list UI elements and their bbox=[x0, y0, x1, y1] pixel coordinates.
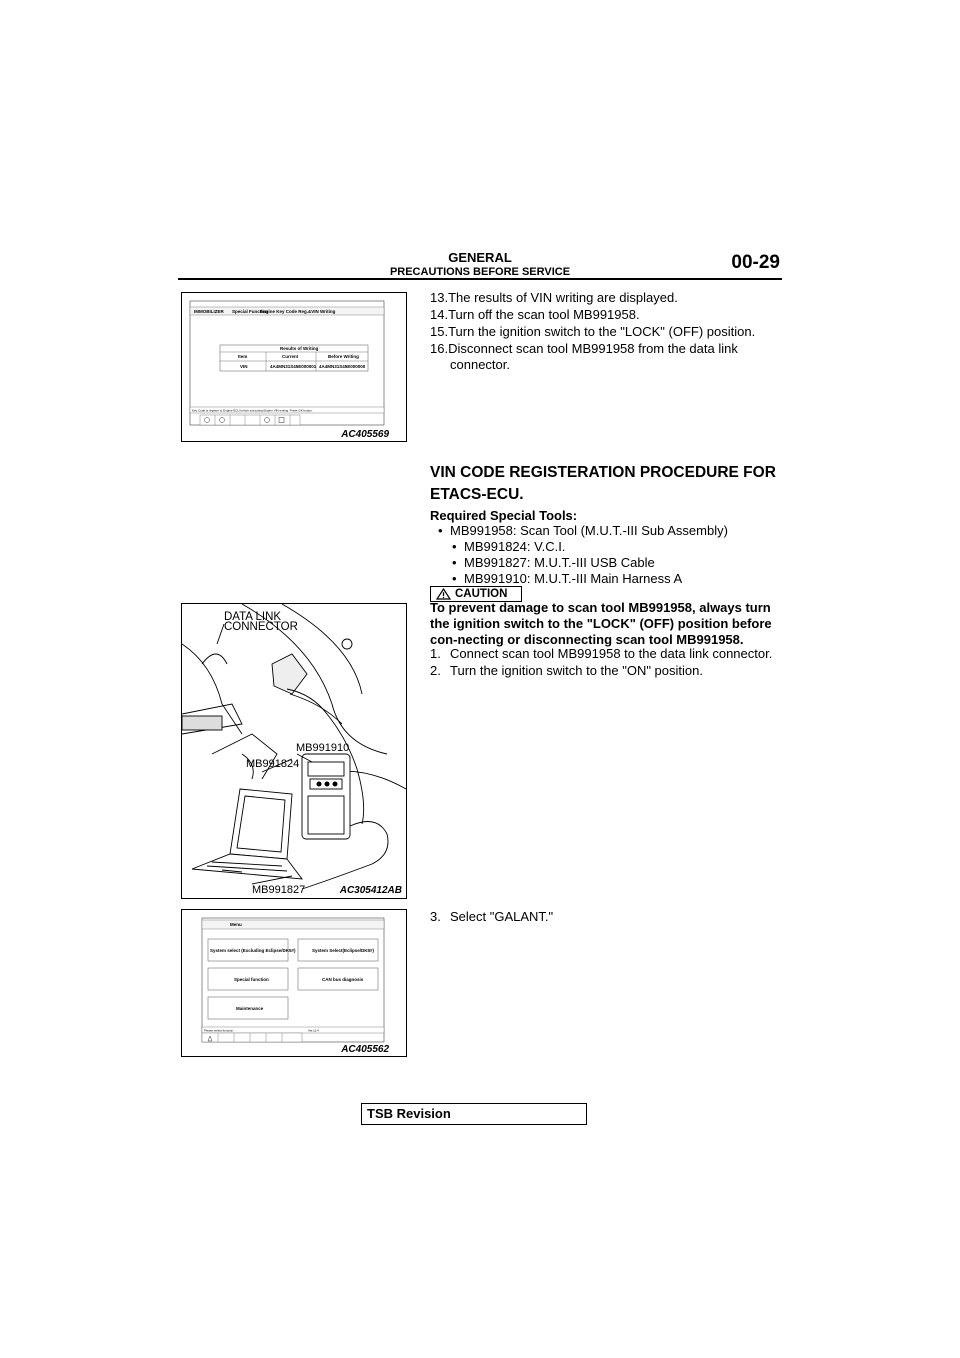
label-mb991827: MB991827 bbox=[252, 884, 306, 896]
tool-sub-1: • MB991824: V.C.I. bbox=[452, 539, 565, 555]
step-2: 2. Turn the ignition switch to the "ON" position. bbox=[430, 663, 703, 678]
tool-main: • MB991958: Scan Tool (M.U.T.-III Sub Assembly) bbox=[438, 523, 728, 539]
section-subtitle: PRECAUTIONS BEFORE SERVICE bbox=[389, 266, 571, 278]
menu-status: Please select function bbox=[204, 1028, 234, 1033]
col-item: Item bbox=[238, 354, 248, 359]
figure-code: AC405569 bbox=[341, 429, 389, 440]
menu-button-5-label: Maintenance bbox=[236, 1006, 264, 1011]
label-dlc-2: CONNECTOR bbox=[224, 621, 298, 633]
figure-code: AC305412AB bbox=[339, 885, 402, 896]
cell-current: 4A4MN31S45E000001 bbox=[270, 364, 317, 369]
header-rule bbox=[178, 278, 782, 280]
step-15: 15.Turn the ignition switch to the "LOCK" (OFF) position. bbox=[430, 324, 756, 339]
step-16-cont: connector. bbox=[450, 357, 510, 372]
step-1: 1. Connect scan tool MB991958 to the data link connector. bbox=[430, 646, 773, 661]
results-table-title: Results of Writing bbox=[280, 346, 319, 351]
screen-tab-3: Engine Key Code Reg.&VIN Writing bbox=[260, 309, 336, 314]
tsb-revision-label: TSB Revision bbox=[367, 1106, 451, 1121]
section-heading: VIN CODE REGISTERATION PROCEDURE FOR ETACS-ECU. bbox=[430, 464, 776, 503]
figure-connection bbox=[181, 603, 407, 899]
cell-item: VIN bbox=[240, 364, 248, 369]
connection-illustration bbox=[182, 604, 406, 898]
screen-tab-2: Special Function bbox=[232, 309, 269, 314]
tool-sub-3: • MB991910: M.U.T.-III Main Harness A bbox=[452, 571, 682, 587]
col-current: Current bbox=[282, 354, 299, 359]
scan-tool-screen-illustration bbox=[182, 293, 406, 441]
screen-status: Key Code is register to Engine ECU before executing Engine VIN writing. Press OK button. bbox=[192, 408, 313, 413]
step-16: 16.Disconnect scan tool MB991958 from the data link bbox=[430, 341, 738, 356]
menu-title: Menu bbox=[230, 922, 242, 927]
figure-vin-results bbox=[181, 292, 407, 442]
menu-screen-illustration bbox=[182, 910, 406, 1056]
required-tools-label: Required Special Tools: bbox=[430, 508, 578, 523]
step-14: 14.Turn off the scan tool MB991958. bbox=[430, 307, 640, 322]
figure-menu bbox=[181, 909, 407, 1057]
menu-button-4-label: CAN bus diagnosis bbox=[322, 977, 364, 982]
cell-before: 4A4MN31S45E000000 bbox=[319, 364, 366, 369]
tsb-revision-box bbox=[361, 1103, 587, 1125]
step-3: 3. Select "GALANT." bbox=[430, 909, 554, 924]
tool-sub-2: • MB991827: M.U.T.-III USB Cable bbox=[452, 555, 655, 571]
caution-text: To prevent damage to scan tool MB991958, always turn the ignition switch to the "LOCK" (OFF) position before con-necting or disconnecting scan tool MB991958. bbox=[430, 600, 772, 647]
label-mb991910: MB991910 bbox=[296, 742, 350, 754]
warning-triangle-icon bbox=[436, 588, 451, 600]
menu-button-1-label: System select (Excluding Eclipse/DK5#) bbox=[210, 948, 296, 953]
col-before: Before Writing bbox=[328, 354, 359, 359]
menu-button-2-label: System Select(Eclipse/DK5#) bbox=[312, 948, 375, 953]
step-13: 13.The results of VIN writing are displayed. bbox=[430, 290, 678, 305]
label-dlc-1: DATA LINK bbox=[224, 611, 282, 623]
menu-button-3-label: Special function bbox=[234, 977, 269, 982]
label-mb991824: MB991824 bbox=[246, 758, 300, 770]
caution-label: CAUTION bbox=[455, 588, 508, 600]
figure-code: AC405562 bbox=[341, 1044, 389, 1055]
menu-version: Ver.11.4 bbox=[308, 1028, 319, 1033]
screen-tab-1: IMMOBILIZER bbox=[194, 309, 224, 314]
page-number: 00-29 bbox=[731, 252, 780, 273]
section-title: GENERAL bbox=[448, 250, 512, 265]
